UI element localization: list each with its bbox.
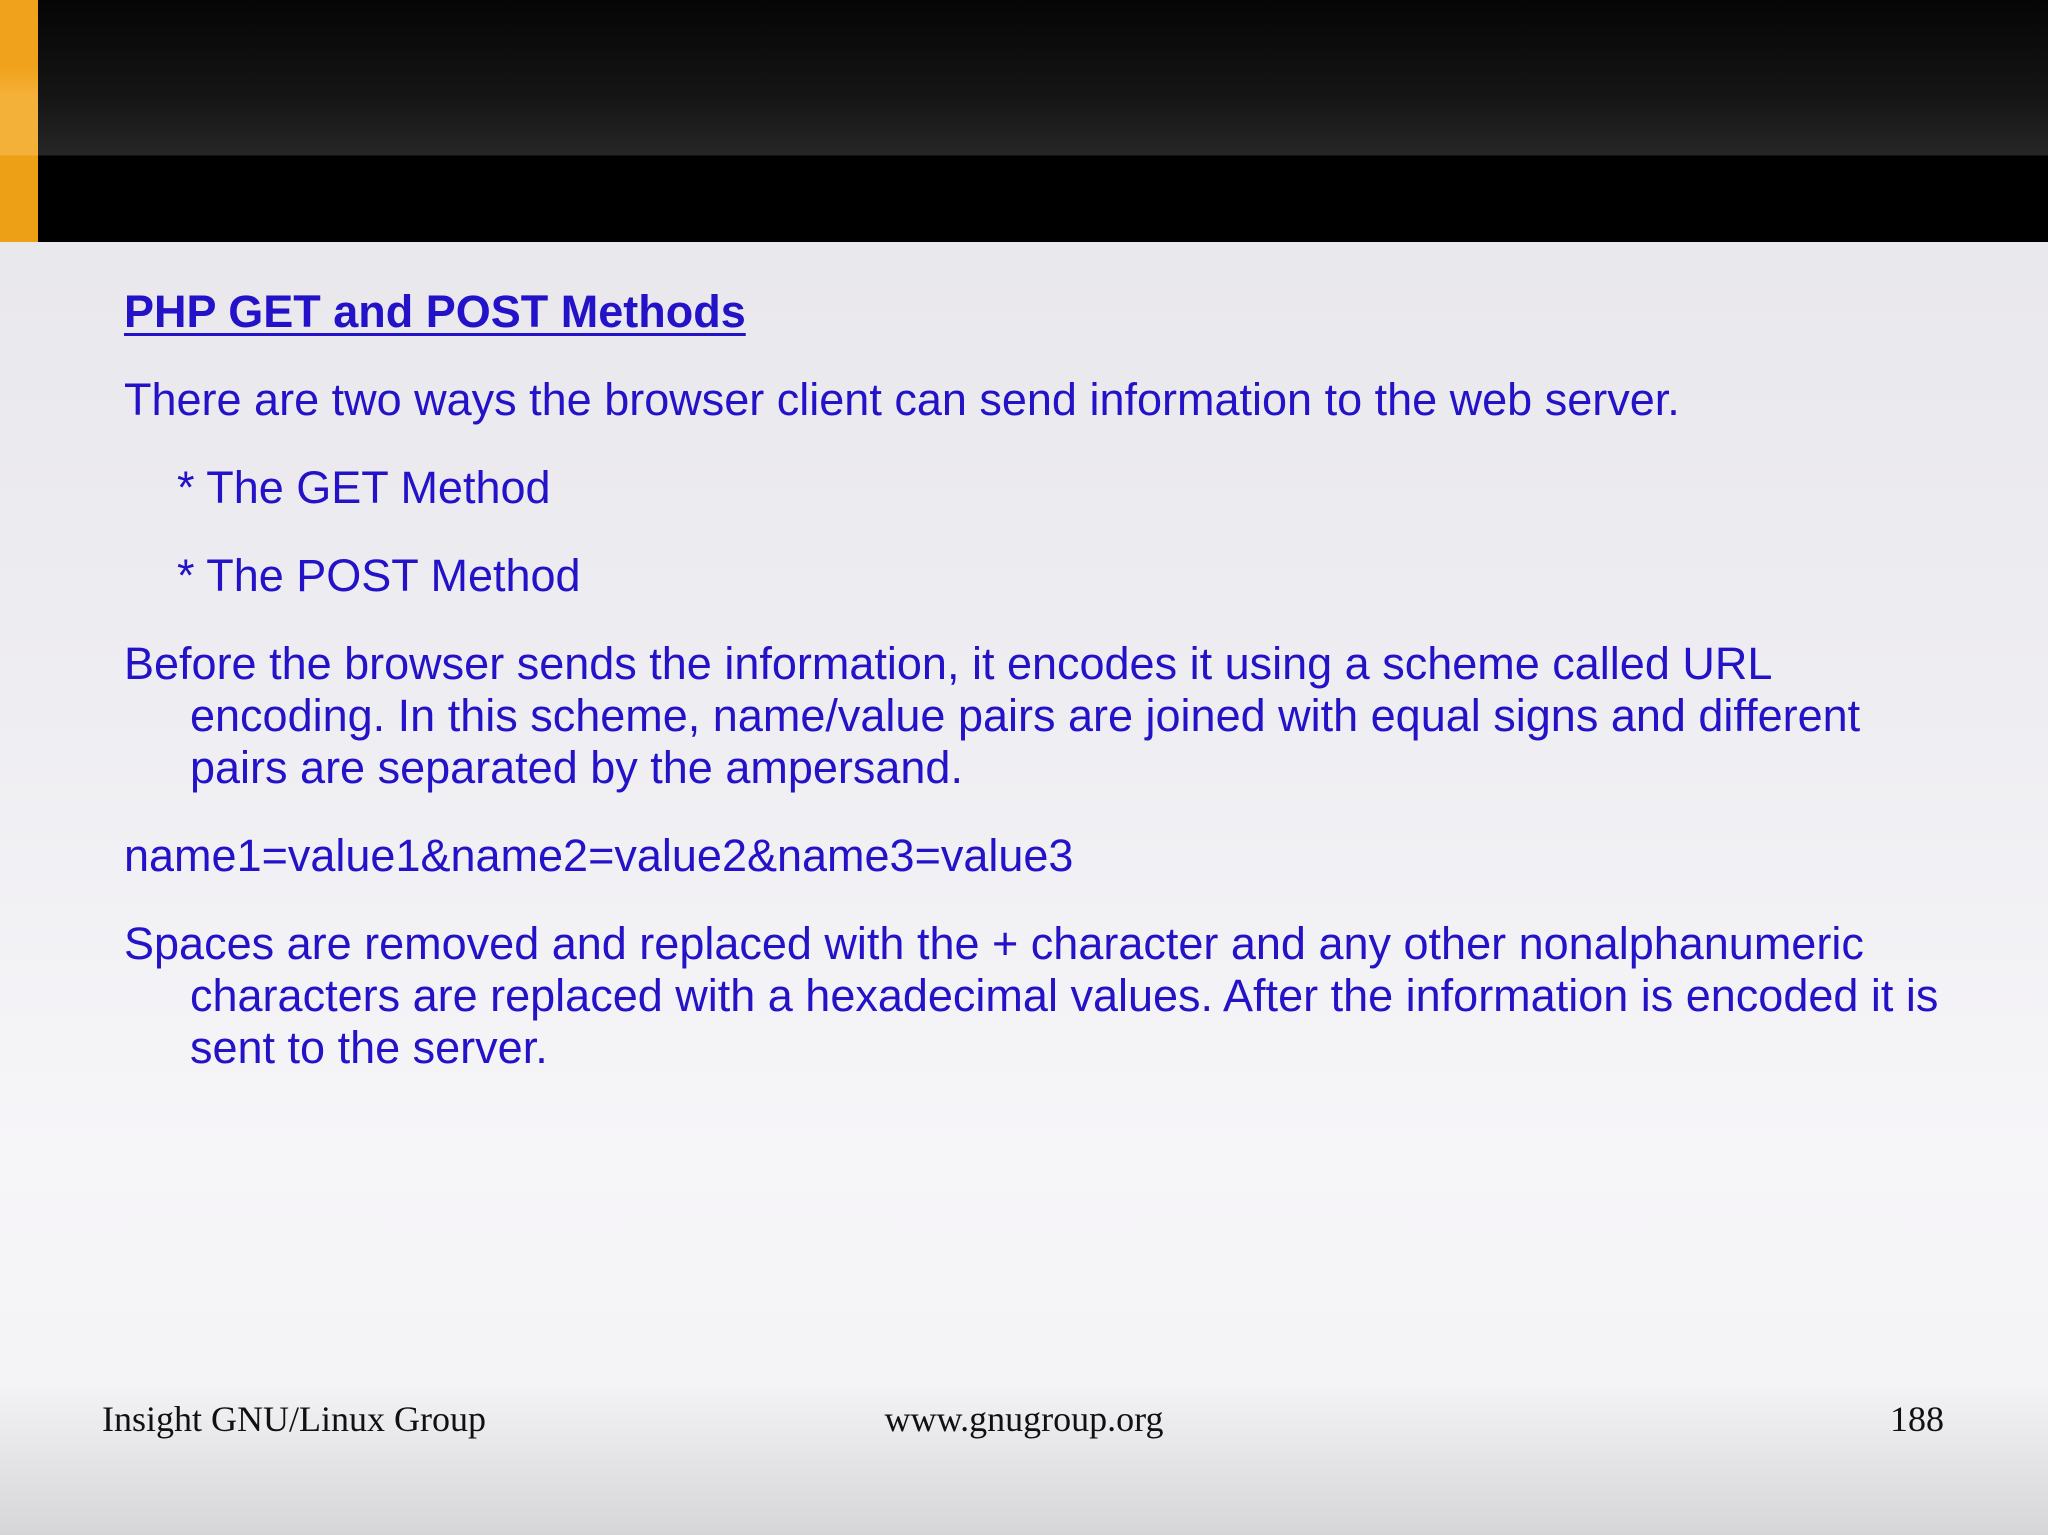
page-number: 188 bbox=[1890, 1399, 1944, 1439]
footer-website: www.gnugroup.org bbox=[884, 1399, 1164, 1439]
intro-paragraph: There are two ways the browser client can send information to the web server. bbox=[124, 374, 1680, 425]
encoding-paragraph: Before the browser sends the information, it encodes it using a scheme called URL encoding. In this scheme, name/value pairs are joined with equal signs and different pairs are separated by the ampersand. bbox=[124, 638, 1861, 793]
slide-content bbox=[124, 286, 1944, 1110]
spaces-paragraph: Spaces are removed and replaced with the + character and any other nonalphanumeric characters are replaced with a hexadecimal values. After the information is encoded it is sent to the server. bbox=[124, 918, 1939, 1073]
accent-strip bbox=[0, 0, 38, 242]
header-bar bbox=[0, 0, 2048, 242]
slide-title[interactable]: PHP GET and POST Methods bbox=[124, 286, 746, 337]
encoding-example: name1=value1&name2=value2&name3=value3 bbox=[124, 830, 1074, 881]
bullet-post-method: * The POST Method bbox=[177, 550, 581, 601]
bullet-get-method: * The GET Method bbox=[177, 462, 551, 513]
footer-organization: Insight GNU/Linux Group bbox=[102, 1399, 486, 1439]
